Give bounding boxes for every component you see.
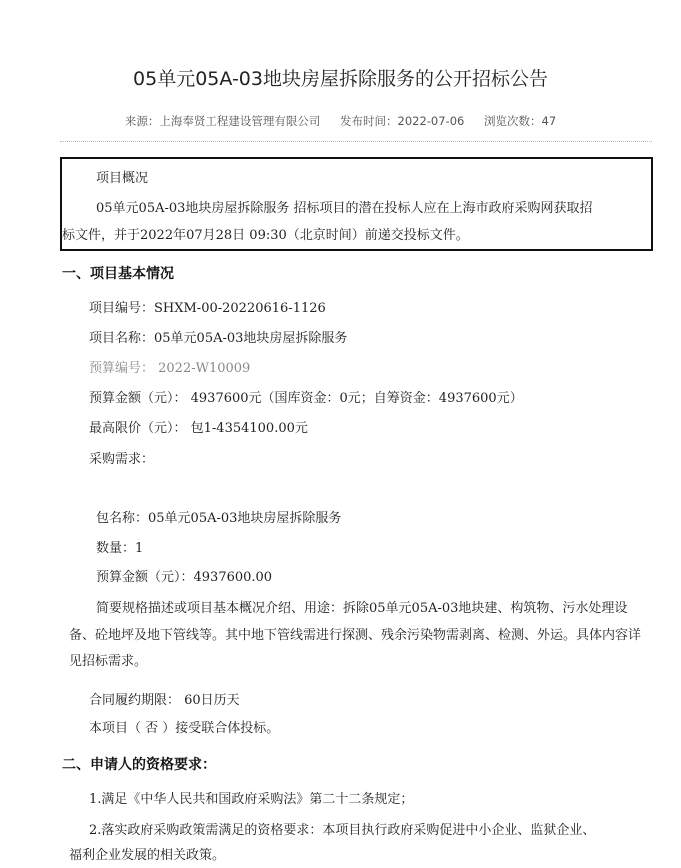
- description: 简要规格描述或项目基本概况介绍、用途：拆除05单元05A-03地块建、构筑物、污水处理设: [96, 601, 628, 616]
- page-title: 05单元05A-03地块房屋拆除服务的公开招标公告: [133, 68, 548, 90]
- max-price: 最高限价（元）： 包1-4354100.00元: [89, 421, 308, 436]
- contract-period: 合同履约期限： 60日历天: [89, 693, 240, 708]
- consortium: 本项目（ 否 ）接受联合体投标。: [89, 721, 280, 736]
- overview-line: 标文件，并于2022年07月28日 09:30（北京时间）前递交投标文件。: [62, 228, 469, 243]
- project-number: 项目编号：SHXM-00-20220616-1126: [89, 301, 326, 316]
- requirement-item: 福利企业发展的相关政策。: [69, 848, 226, 863]
- budget-amount: 预算金额（元）： 4937600元（国库资金：0元；自筹资金：4937600元）: [89, 391, 523, 406]
- divider: [60, 141, 652, 142]
- package-name: 包名称：05单元05A-03地块房屋拆除服务: [96, 511, 342, 526]
- requirement-item: 1.满足《中华人民共和国政府采购法》第二十二条规定；: [89, 792, 414, 807]
- description: 见招标需求。: [69, 654, 148, 669]
- source: 来源：上海奉贤工程建设管理有限公司: [124, 114, 321, 128]
- view-count: 浏览次数：47: [484, 114, 557, 128]
- package-budget: 预算金额（元）：4937600.00: [96, 570, 273, 585]
- description: 备、砼地坪及地下管线等。其中地下管线需进行探测、残余污染物需剥离、检测、外运。具体内容详: [69, 628, 642, 643]
- section-heading: 二、申请人的资格要求：: [62, 757, 216, 773]
- section-heading: 一、项目基本情况: [62, 266, 174, 282]
- quantity: 数量：1: [96, 541, 144, 556]
- requirement-item: 2.落实政府采购政策需满足的资格要求：本项目执行政府采购促进中小企业、监狱企业、: [89, 823, 596, 838]
- publish-date: 发布时间：2022-07-06: [340, 114, 465, 128]
- overview-line: 05单元05A-03地块房屋拆除服务 招标项目的潜在投标人应在上海市政府采购网获取招: [96, 201, 593, 216]
- overview-heading: 项目概况: [96, 171, 149, 186]
- procurement-demand: 采购需求：: [89, 452, 155, 467]
- overview-box: [60, 157, 653, 251]
- article-meta: [0, 113, 681, 129]
- project-name: 项目名称：05单元05A-03地块房屋拆除服务: [89, 331, 348, 346]
- budget-number: 预算编号： 2022-W10009: [89, 361, 251, 376]
